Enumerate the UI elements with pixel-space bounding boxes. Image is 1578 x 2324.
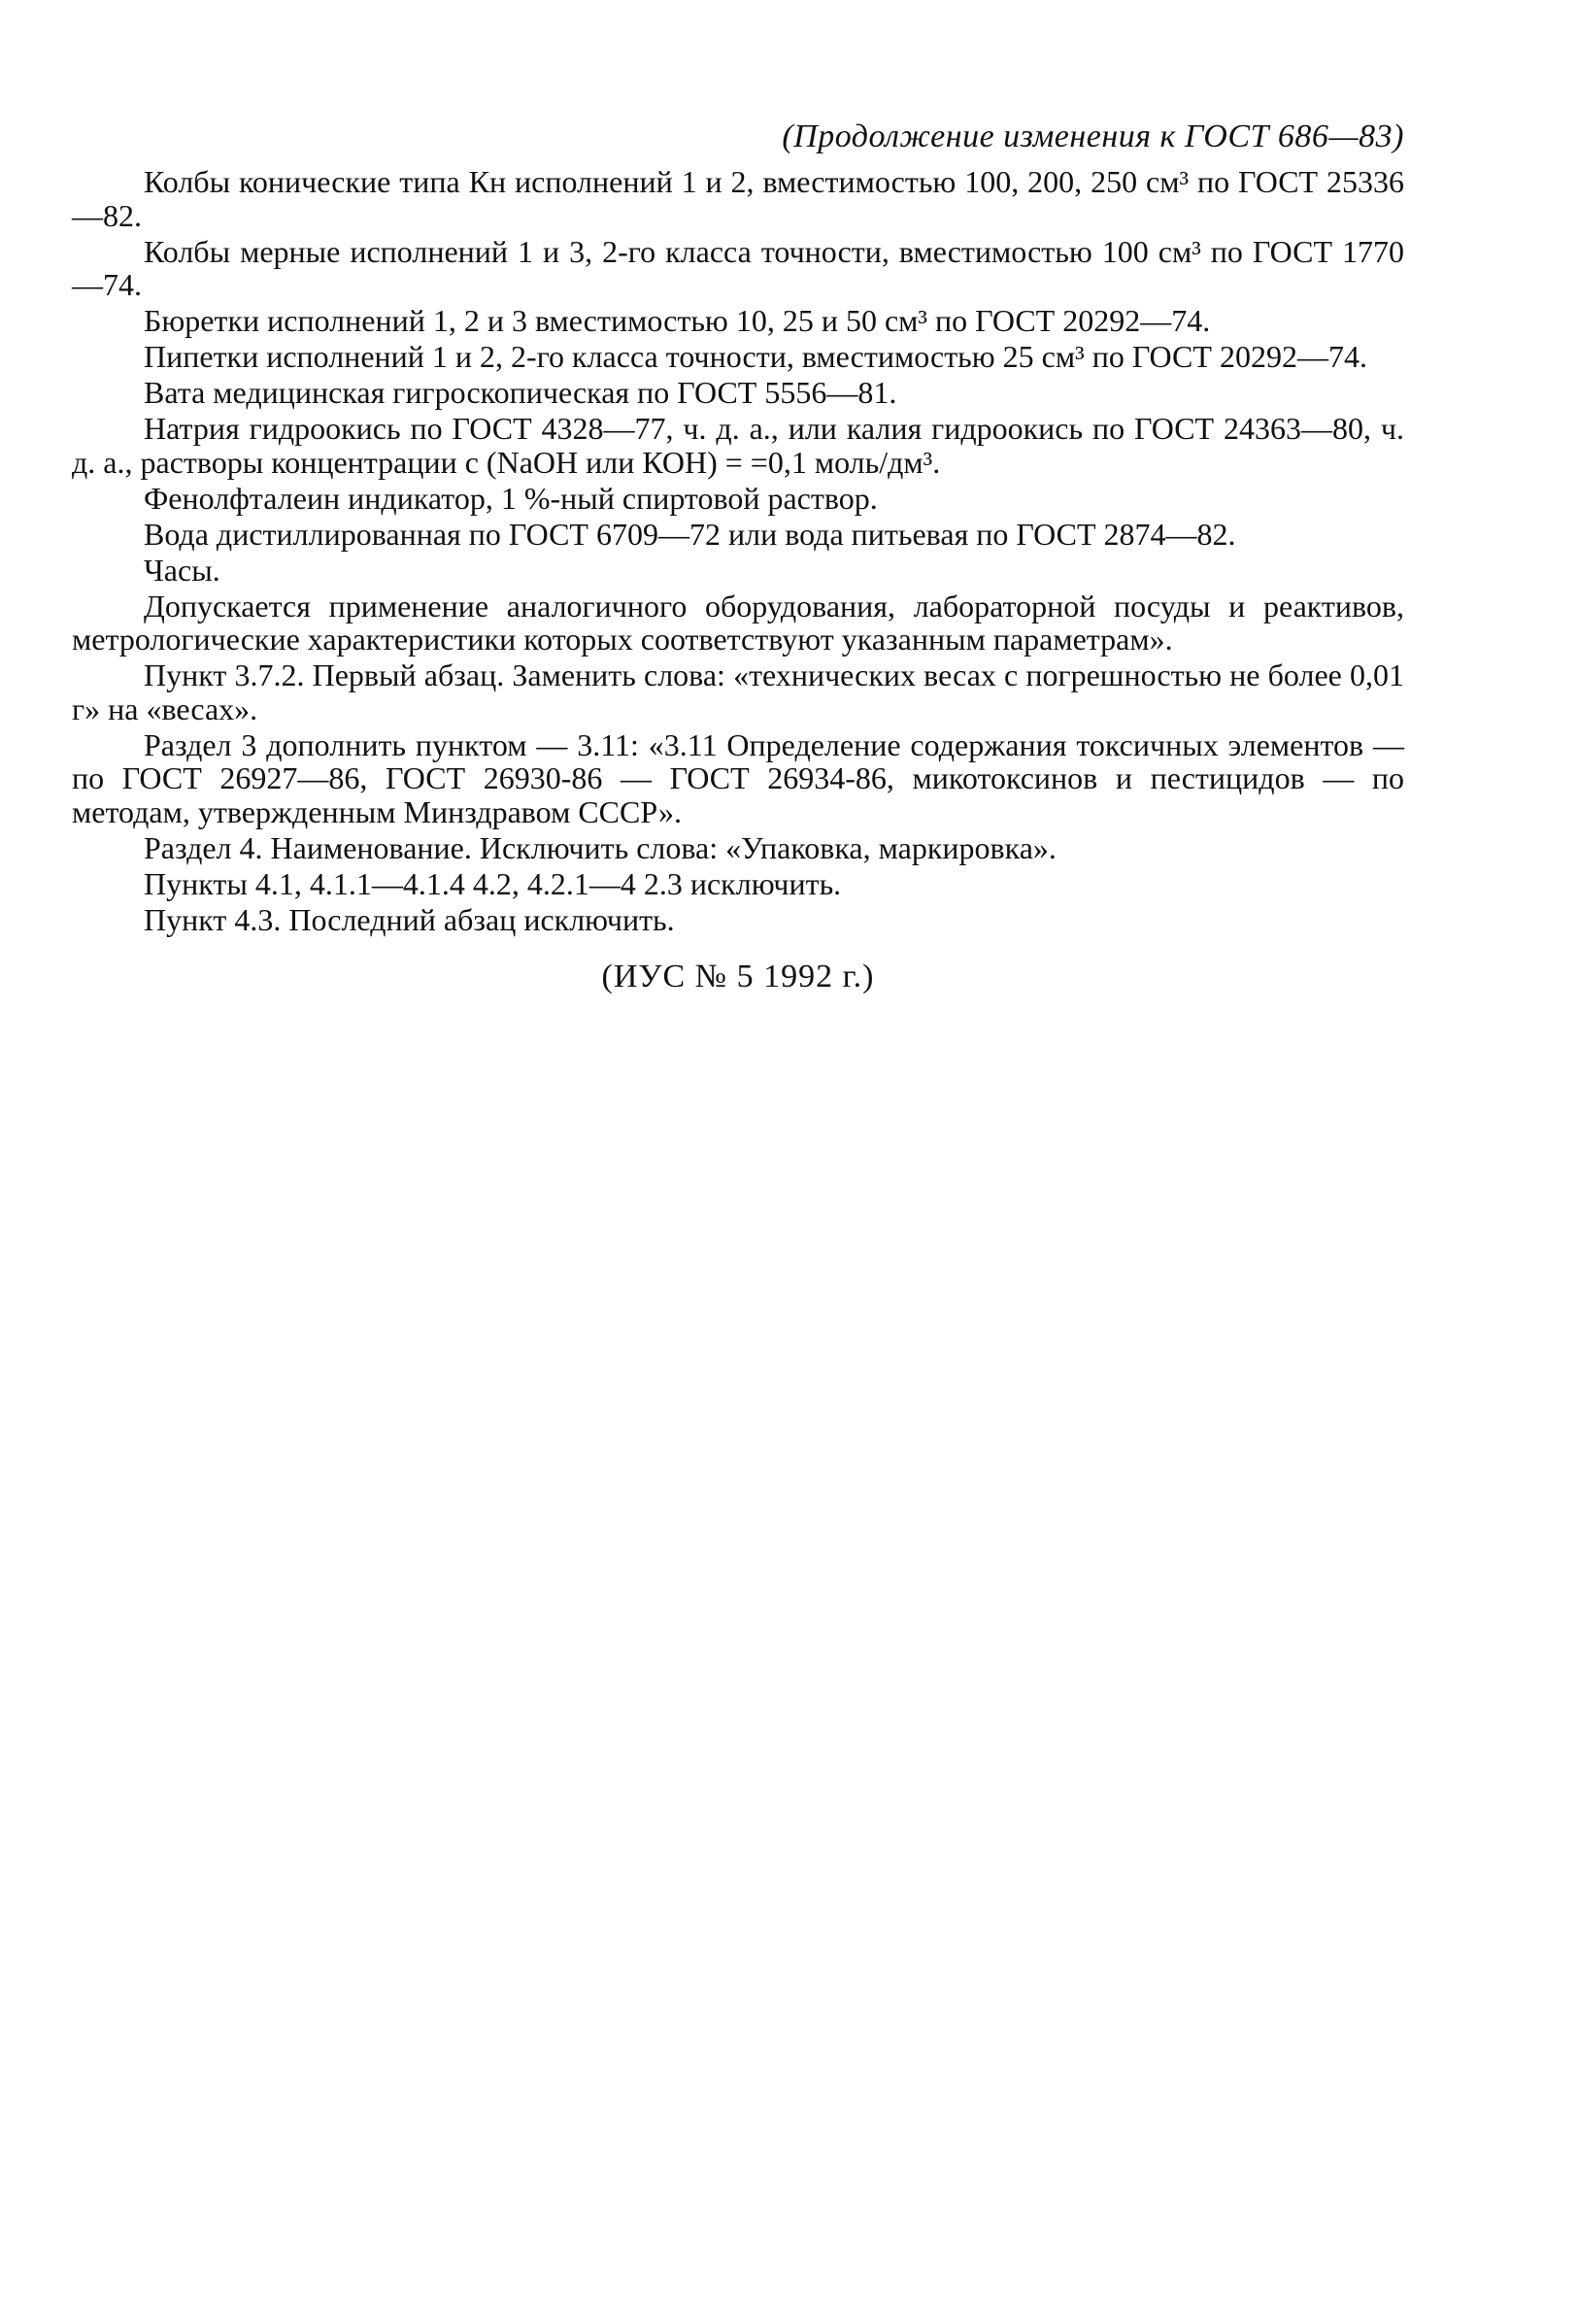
paragraph-conical-flasks: Колбы конические типа Кн исполнений 1 и 2, вместимостью 100, 200, 250 см³ по ГОСТ 25336—82. bbox=[72, 164, 1404, 233]
paragraph-cotton-wool: Вата медицинская гигроскопическая по ГОСТ 5556—81. bbox=[144, 375, 897, 410]
source-reference: (ИУС № 5 1992 г.) bbox=[601, 959, 875, 994]
paragraph-volumetric-flasks: Колбы мерные исполнений 1 и 3, 2-го класса точности, вместимостью 100 см³ по ГОСТ 1770—74. bbox=[72, 233, 1404, 302]
paragraph-sodium-hydroxide: Натрия гидроокись по ГОСТ 4328—77, ч. д. а., или калия гидроокись по ГОСТ 24363—80, ч. д. а., растворы концентрации с (NaOH или КОН) = =0,1 моль/дм³. bbox=[72, 411, 1404, 480]
paragraph-burettes: Бюретки исполнений 1, 2 и 3 вместимостью 10, 25 и 50 см³ по ГОСТ 20292—74. bbox=[144, 303, 1211, 338]
paragraph-item-4-3: Пункт 4.3. Последний абзац исключить. bbox=[144, 901, 675, 937]
paragraph-section-4-title: Раздел 4. Наименование. Исключить слова: «Упаковка, маркировка». bbox=[144, 829, 1057, 865]
paragraph-pipettes: Пипетки исполнений 1 и 2, 2-го класса точности, вместимостью 25 см³ по ГОСТ 20292—74. bbox=[144, 339, 1367, 374]
paragraph-items-4-1-exclude: Пункты 4.1, 4.1.1—4.1.4 4.2, 4.2.1—4 2.3 исключить. bbox=[144, 865, 842, 901]
paragraph-distilled-water: Вода дистиллированная по ГОСТ 6709—72 или вода питьевая по ГОСТ 2874—82. bbox=[144, 516, 1236, 552]
paragraph-item-3-7-2: Пункт 3.7.2. Первый абзац. Заменить слова: «технических весах с погрешностью не более 0,01 г» на «весах». bbox=[72, 657, 1404, 726]
paragraph-equivalent-equipment: Допускается применение аналогичного оборудования, лабораторной посуды и реактивов, метрологические характеристики которых соответствуют указанным параметрам». bbox=[72, 588, 1404, 657]
continuation-header: (Продолжение изменения к ГОСТ 686—83) bbox=[782, 118, 1404, 154]
paragraph-phenolphthalein: Фенолфталеин индикатор, 1 %-ный спиртовой раствор. bbox=[144, 480, 878, 516]
paragraph-clock: Часы. bbox=[144, 552, 220, 588]
document-page bbox=[72, 117, 1404, 996]
paragraph-section-3-addition: Раздел 3 дополнить пунктом — 3.11: «3.11 Определение содержания токсичных элементов — по ГОСТ 26927—86, ГОСТ 26930-86 — ГОСТ 26934-86, микотоксинов и пестицидов — по методам, утвержденным Минздравом СССР». bbox=[72, 726, 1404, 829]
